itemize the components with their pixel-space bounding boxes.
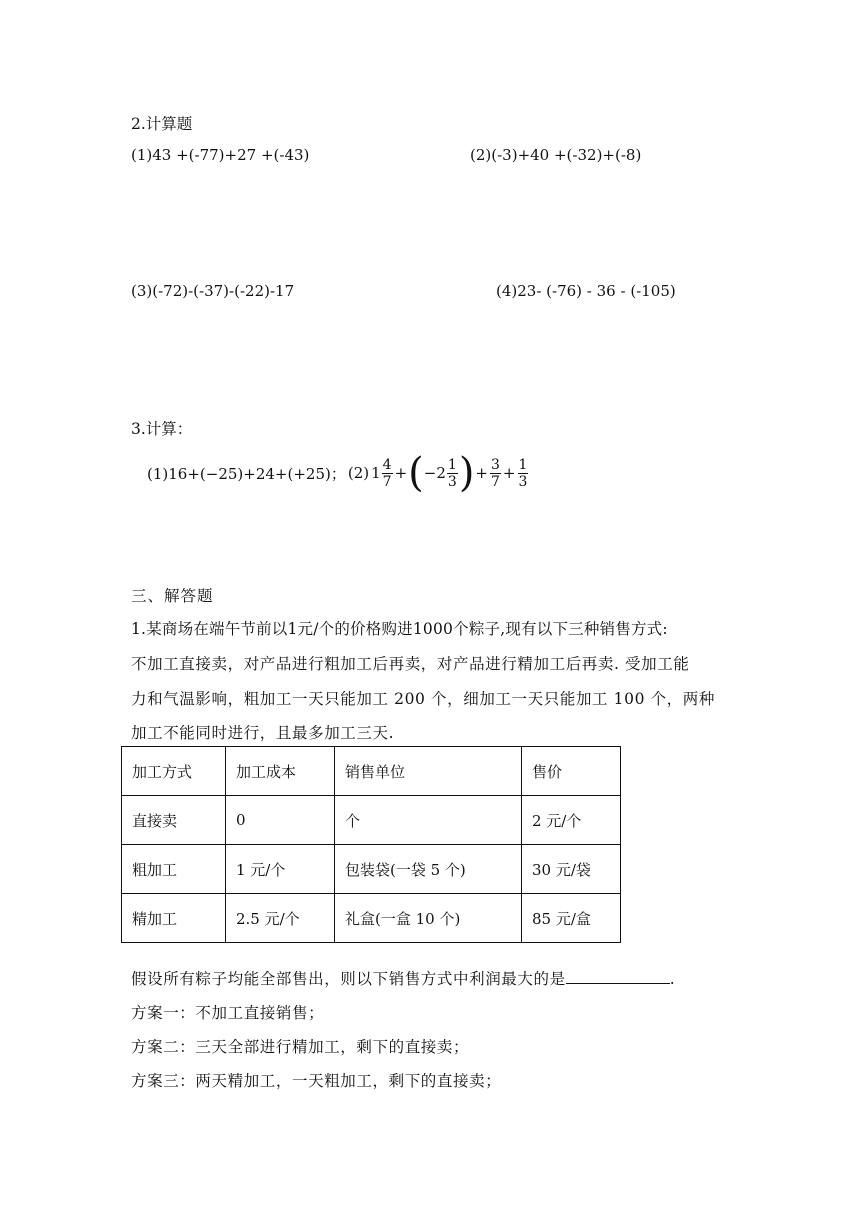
fraction-numerator: 3 [491,456,500,473]
mixed-number-1 [371,458,393,489]
problem-2-4: (4)23- (-76) - 36 - (-105) [496,282,676,300]
plan-2: 方案二：三天全部进行精加工，剩下的直接卖； [131,1038,470,1056]
mixed1-whole: 1 [371,464,381,482]
fraction-denominator: 3 [518,473,528,490]
table-cell: 1 元/个 [226,845,335,894]
header-cell: 加工方式 [122,747,226,796]
plan-3: 方案三：两天精加工，一天粗加工，剩下的直接卖； [131,1072,502,1090]
pricing-table [121,746,621,943]
fraction-denominator: 7 [491,473,500,490]
question-line-4: 加工不能同时进行，且最多加工三天. [131,724,395,742]
table-cell: 85 元/盒 [522,894,621,943]
plus-sign: + [394,464,408,482]
fraction-numerator: 1 [518,456,528,473]
problem-2-3: (3)(-72)-(-37)-(-22)-17 [131,282,295,300]
table-cell: 个 [335,796,522,845]
fraction-1-3 [447,458,458,489]
header-cell: 售价 [522,747,621,796]
problem-2-1: (1)43 +(-77)+27 +(-43) [131,146,310,164]
question-line-3: 力和气温影响，粗加工一天只能加工 200 个，细加工一天只能加工 100 个，两种 [131,690,715,708]
fraction-numerator: 4 [382,456,392,473]
plus-sign: + [475,464,488,482]
table-cell: 0 [226,796,335,845]
negative-two: −2 [423,464,446,482]
section3-problems [147,448,529,498]
problem-3-1: (1)16+(−25)+24+(+25)； [147,464,346,483]
fraction-denominator: 3 [447,473,457,490]
fraction-numerator: 1 [447,456,457,473]
table-cell: 2 元/个 [522,796,621,845]
fraction-denominator: 7 [382,473,392,490]
problem-3-2-label: (2) [347,464,370,482]
fraction-3-7 [490,458,501,489]
fraction-4-7 [382,458,393,489]
table-cell: 粗加工 [122,845,226,894]
header-cell: 销售单位 [335,747,522,796]
problem-2-2: (2)(-3)+40 +(-32)+(-8) [470,146,642,164]
part3-heading: 三、解答题 [131,587,214,605]
plus-sign: + [502,464,516,482]
table-row [122,845,621,894]
question-end: . [669,970,676,988]
open-paren: ( [408,450,424,496]
plan-1: 方案一：不加工直接销售； [131,1004,325,1022]
table-cell: 精加工 [122,894,226,943]
question-prompt [131,967,675,989]
close-paren: ) [458,450,475,496]
table-row [122,894,621,943]
table-cell: 2.5 元/个 [226,894,335,943]
question-line-2: 不加工直接卖，对产品进行粗加工后再卖，对产品进行精加工后再卖. 受加工能 [131,655,690,673]
question-line-1: 1.某商场在端午节前以1元/个的价格购进1000个粽子,现有以下三种销售方式: [131,620,668,638]
header-cell: 加工成本 [226,747,335,796]
answer-blank[interactable] [566,969,670,984]
table-cell: 包装袋(一袋 5 个) [335,845,522,894]
table-row [122,796,621,845]
section3-heading: 3.计算： [131,420,193,438]
table-header-row [122,747,621,796]
question-text: 假设所有粽子均能全部售出，则以下销售方式中利润最大的是 [131,970,566,988]
table-cell: 30 元/袋 [522,845,621,894]
table-cell: 直接卖 [122,796,226,845]
section2-heading: 2.计算题 [131,115,193,133]
fraction-1-3-b [518,458,529,489]
table-cell: 礼盒(一盒 10 个) [335,894,522,943]
